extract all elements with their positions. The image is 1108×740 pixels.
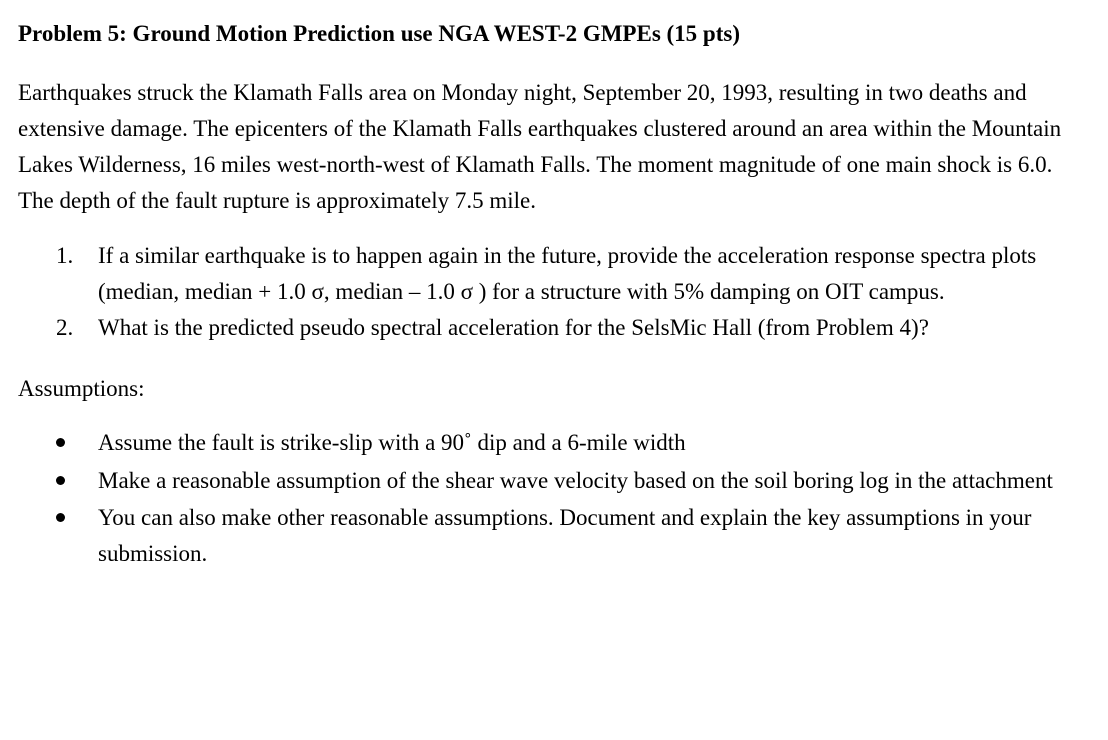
list-item (18, 425, 1088, 461)
list-item (18, 310, 1088, 346)
assumption-text: You can also make other reasonable assumptions. Document and explain the key assumptions in your submission. (98, 505, 1032, 566)
question-text: If a similar earthquake is to happen again in the future, provide the acceleration response spectra plots (median, median + 1.0 σ, median – 1.0 σ ) for a structure with 5% damping on OIT campus. (98, 243, 1037, 304)
assumption-text: Assume the fault is strike-slip with a 90˚ dip and a 6-mile width (98, 430, 686, 455)
bullet-icon (56, 476, 65, 485)
bullet-icon (56, 438, 65, 447)
bullet-icon (56, 513, 65, 522)
list-item (18, 463, 1088, 499)
question-list (18, 238, 1088, 346)
problem-intro-paragraph: Earthquakes struck the Klamath Falls area on Monday night, September 20, 1993, resulting in two deaths and extensive damage. The epicenters of the Klamath Falls earthquakes clustered around an area within the Mountain Lakes Wilderness, 16 miles west-north-west of Klamath Falls. The moment magnitude of one main shock is 6.0. The depth of the fault rupture is approximately 7.5 mile. (18, 80, 1062, 213)
question-number: 2. (56, 315, 74, 340)
assumptions-heading: Assumptions: (18, 376, 145, 401)
question-number: 1. (56, 243, 74, 268)
list-item (18, 500, 1088, 572)
assumptions-list (18, 425, 1088, 572)
problem-title: Problem 5: Ground Motion Prediction use NGA WEST-2 GMPEs (15 pts) (18, 21, 740, 46)
assumption-text: Make a reasonable assumption of the shear wave velocity based on the soil boring log in the attachment (98, 468, 1053, 493)
question-text: What is the predicted pseudo spectral acceleration for the SelsMic Hall (from Problem 4)? (98, 315, 929, 340)
list-item (18, 238, 1088, 310)
document-page (18, 16, 1088, 572)
